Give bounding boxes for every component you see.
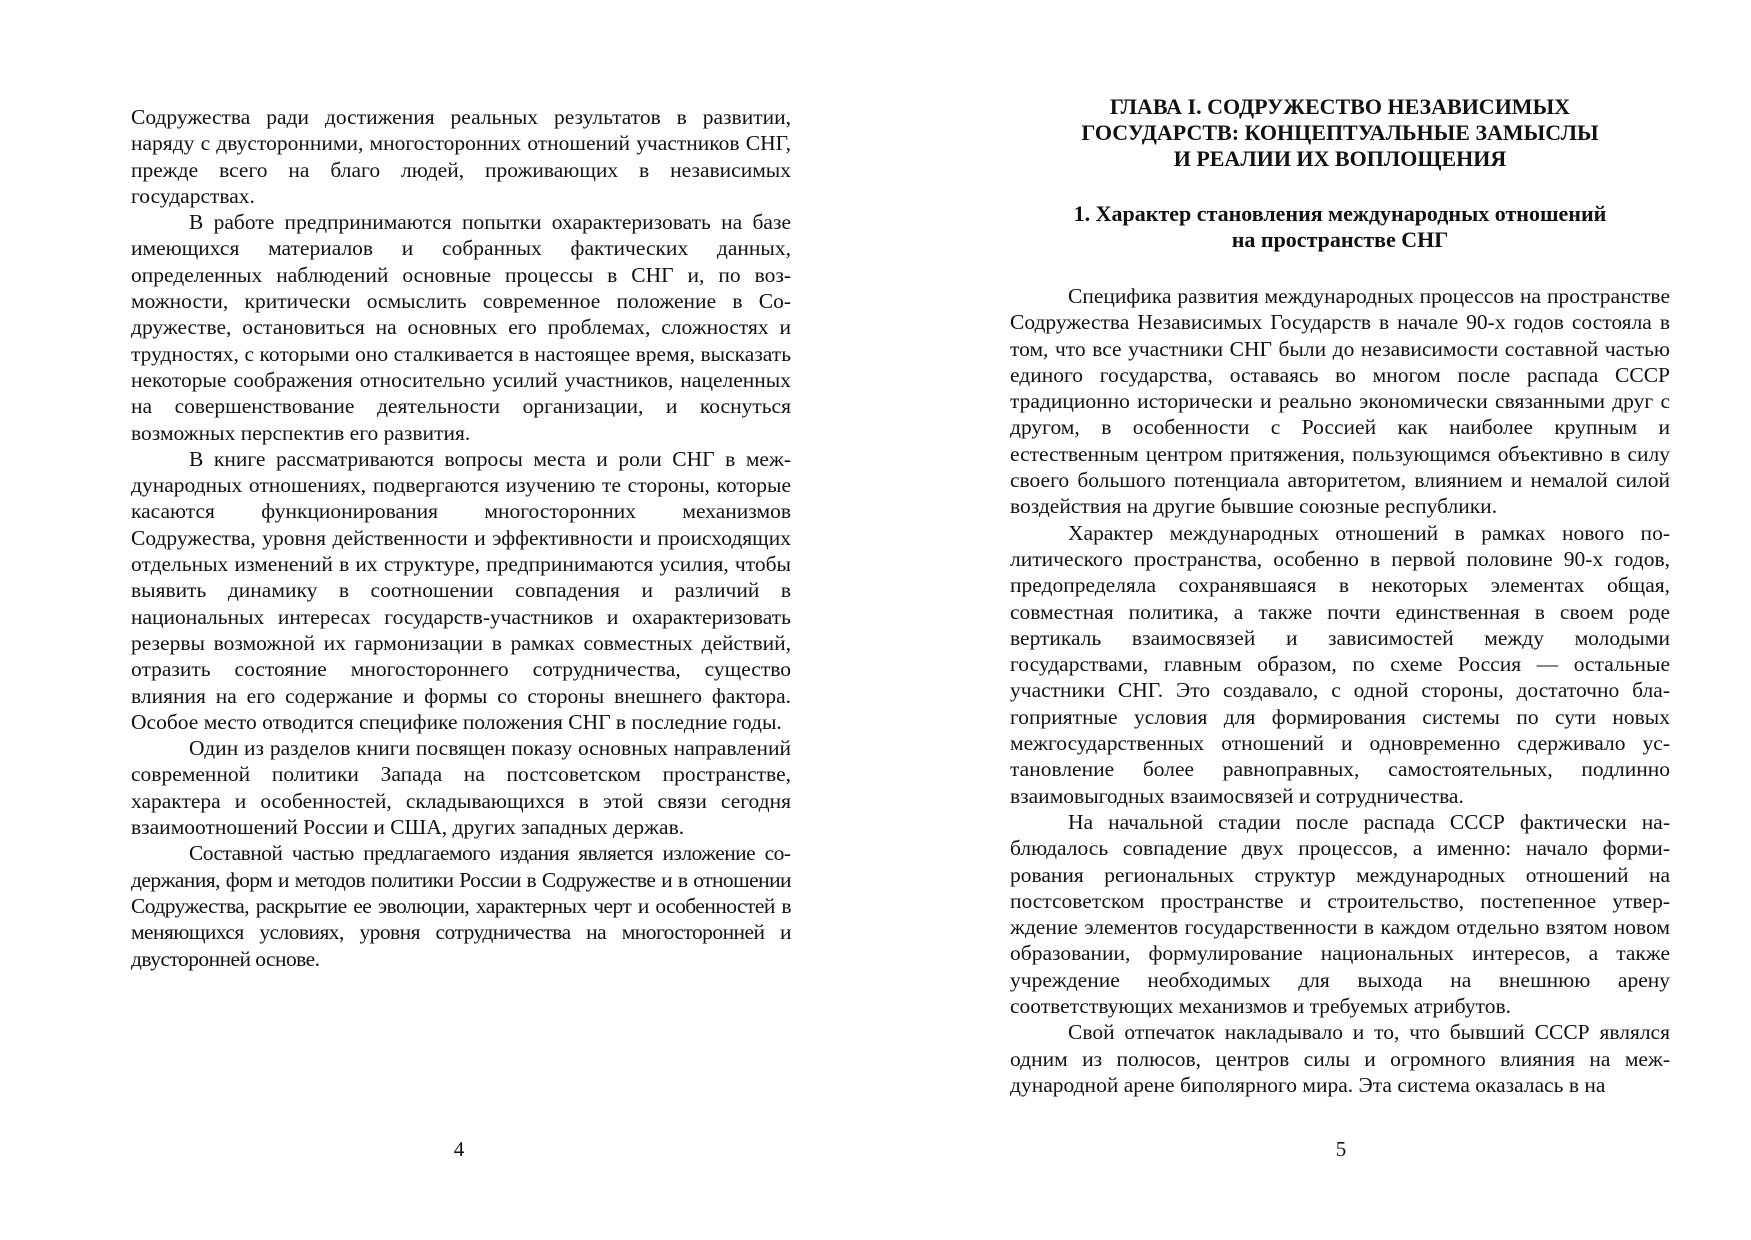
page-number-right: 5	[1335, 1137, 1347, 1161]
left-paragraph-1: Содружества ради достижения реальных результатов в развитии, наряду с двусторонними, многосторонних отношений участников СНГ, прежде всего на благо людей, проживающих в независимых государствах.	[131, 105, 791, 208]
left-page	[131, 0, 791, 1240]
right-paragraph-1: Специфика развития международных процессов на пространстве Содружества Независимых Государств в начале 90-х годов состояла в том, что все участники СНГ были до независимости составной частью единого государства, оставаясь во многом после распада СССР традиционно исторически и реально экономически связанными друг с другом, в особенности с Россией как наиболее крупным и естественным центром притяжения, пользующимся объективно в силу своего большого потенциала авторитетом, влиянием и немалой силой воздействия на другие бывшие союзные республики.	[1010, 284, 1670, 519]
left-paragraph-2: В работе предпринимаются попытки охарактеризовать на базе имеющихся материалов и собранных фактических данных, определенных наблюдений основные процессы в СНГ и, по возможности, критически осмыслить современное положение в Содружестве, остановиться на основных его проблемах, сложностях и трудностях, с которыми оно сталкивается в настоящее время, высказать некоторые соображения относительно усилий участников, нацеленных на совершенствование деятельности организации, и коснуться возможных перспектив его развития.	[131, 210, 791, 445]
left-page-body	[131, 104, 791, 972]
chapter-title	[1010, 94, 1670, 172]
section-title-line-1: 1. Характер становления международных отношений	[1073, 201, 1607, 226]
section-title	[1010, 201, 1670, 253]
page-number-left: 4	[453, 1137, 465, 1161]
chapter-title-line-1: ГЛАВА I. СОДРУЖЕСТВО НЕЗАВИСИМЫХ	[1109, 94, 1571, 119]
left-paragraph-5: Составной частью предлагаемого издания является изложение содержания, форм и методов политики России в Содружестве и в отношении Содружества, раскрытие ее эволюции, характерных черт и особенностей в меняющихся условиях, уровня сотрудничества на многосторонней и двусторонней основе.	[131, 841, 791, 971]
chapter-title-line-2: ГОСУДАРСТВ: КОНЦЕПТУАЛЬНЫЕ ЗАМЫСЛЫ	[1081, 120, 1599, 145]
right-paragraph-4: Свой отпечаток накладывало и то, что бывший СССР являлся одним из полюсов, центров силы и огромного влияния на международной арене биполярного мира. Эта система оказалась в на	[1010, 1020, 1670, 1097]
section-title-line-2: на пространстве СНГ	[1231, 227, 1449, 252]
left-paragraph-3: В книге рассматриваются вопросы места и роли СНГ в международных отношениях, подвергаются изучению те стороны, которые касаются функционирования многосторонних механизмов Содружества, уровня действенности и эффективности и происходящих отдельных изменений в их структуре, предпринимаются усилия, чтобы выявить динамику в соотношении совпадения и различий в национальных интересах государств-участников и охарактеризовать резервы возможной их гармонизации в рамках совместных действий, отразить состояние многостороннего сотрудничества, существо влияния на его содержание и формы со стороны внешнего фактора. Особое место отводится специфике положения СНГ в последние годы.	[131, 446, 791, 734]
chapter-title-line-3: И РЕАЛИИ ИХ ВОПЛОЩЕНИЯ	[1173, 146, 1507, 171]
left-paragraph-4: Один из разделов книги посвящен показу основных направлений современной политики Запада на постсоветском пространстве, характера и особенностей, складывающихся в этой связи сегодня взаимоотношений России и США, других западных держав.	[131, 736, 791, 840]
right-page	[1010, 0, 1670, 1240]
right-paragraph-2: Характер международных отношений в рамках нового политического пространства, особенно в первой половине 90-х годов, предопределяла сохранявшаяся в некоторых элементах общая, совместная политика, а также почти единственная в своем роде вертикаль взаимосвязей и зависимостей между молодыми государствами, главным образом, по схеме Россия — остальные участники СНГ. Это создавало, с одной стороны, достаточно благоприятные условия для формирования системы по сути новых межгосударственных отношений и одновременно сдерживало установление более равноправных, самостоятельных, подлинно взаимовыгодных взаимосвязей и сотрудничества.	[1010, 520, 1670, 808]
right-page-body	[1010, 283, 1670, 1098]
right-paragraph-3: На начальной стадии после распада СССР фактически наблюдалось совпадение двух процессов, а именно: начало формирования региональных структур международных отношений на постсоветском пространстве и строительство, постепенное утверждение элементов государственности в каждом отдельно взятом новом образовании, формулирование национальных интересов, а также учреждение необходимых для выхода на внешнюю арену соответствующих механизмов и требуемых атрибутов.	[1010, 809, 1670, 1019]
